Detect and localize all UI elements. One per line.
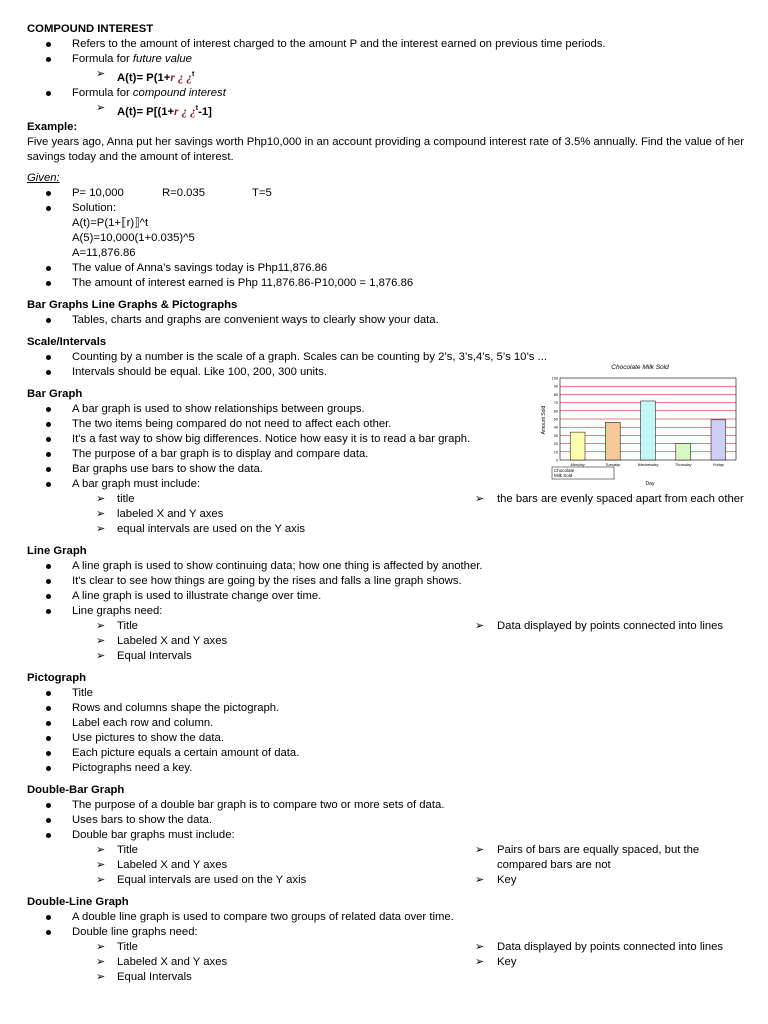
- graphs-heading: Bar Graphs Line Graphs & Pictographs: [27, 298, 238, 311]
- graphs-bullet: Tables, charts and graphs are convenient ways to clearly show your data.: [27, 313, 747, 328]
- graphs-list: [27, 313, 747, 328]
- dbar-req: ➢ Pairs of bars are equally spaced, but the compared bars are not: [471, 843, 747, 873]
- document: [27, 22, 747, 985]
- x-tick-label: Tuesday: [605, 462, 621, 467]
- future-value-em: future value: [132, 53, 192, 65]
- line-requirements-left: [27, 619, 471, 664]
- formula-glyphs: ¿ ¿: [181, 105, 196, 118]
- bar-bullet: The two items being compared do not need to affect each other.: [27, 417, 747, 432]
- solution-label: Solution:: [27, 201, 747, 216]
- dline-req: ➢ Key: [471, 955, 747, 970]
- y-tick-label: 10: [553, 450, 558, 455]
- dline-req: ➢ Title: [27, 940, 471, 955]
- double-bar-requirements: [27, 843, 747, 888]
- given-label: Given:: [27, 171, 60, 184]
- result-interest: The amount of interest earned is Php 11,876.86-P10,000 = 1,876.86: [27, 276, 747, 291]
- line-req: ➢ Data displayed by points connected into lines: [471, 619, 747, 634]
- given-r: R=0.035: [162, 186, 206, 199]
- label-text: Formula for: [72, 53, 133, 65]
- formula-glyphs: ¿ ¿: [177, 71, 193, 84]
- y-tick-label: 50: [553, 417, 558, 422]
- bar-bullet: A bar graph is used to show relationships between groups.: [27, 402, 747, 417]
- dline-bullet: A double line graph is used to compare two groups of related data over time.: [27, 910, 747, 925]
- bar-req: ➢ title: [27, 492, 471, 507]
- bar-monday: [570, 432, 585, 460]
- given-list: [27, 186, 747, 216]
- solution-step-2: A(5)=10,000(1+0.035)^5: [72, 231, 195, 244]
- line-req: ➢ Title: [27, 619, 471, 634]
- line-bullet: A line graph is used to show continuing data; how one thing is affected by another.: [27, 559, 747, 574]
- bar-req: ➢ labeled X and Y axes: [27, 507, 471, 522]
- dbar-bullet: Double bar graphs must include:: [27, 828, 747, 843]
- line-bullet: A line graph is used to illustrate change over time.: [27, 589, 747, 604]
- dbar-bullet: Uses bars to show the data.: [27, 813, 747, 828]
- dbar-requirements-left: [27, 843, 471, 888]
- bar-bullet: It's a fast way to show big differences. Notice how easy it is to read a bar graph.: [27, 432, 747, 447]
- result-savings: The value of Anna’s savings today is Php11,876.86: [27, 261, 747, 276]
- line-graph-requirements: [27, 619, 747, 664]
- double-line-requirements: [27, 940, 747, 985]
- x-tick-label: Wednesday: [637, 462, 659, 467]
- bar-bullet: Bar graphs use bars to show the data.: [27, 462, 747, 477]
- future-value-formula-list: [27, 67, 747, 86]
- example-text: Five years ago, Anna put her savings worth Php10,000 in an account providing a compound interest rate of 3.5% annually. Find the value of her savings today and the amount of interest.: [27, 135, 744, 163]
- dbar-req: ➢ Key: [471, 873, 747, 888]
- dline-req: ➢ Labeled X and Y axes: [27, 955, 471, 970]
- chart-title: Chocolate Milk Sold: [611, 364, 669, 371]
- compound-interest-label: [27, 86, 747, 101]
- line-graph-heading: Line Graph: [27, 544, 87, 557]
- chart-xlabel: Day: [645, 481, 655, 487]
- bar-bullet: The purpose of a bar graph is to display and compare data.: [27, 447, 747, 462]
- legend-label: Milk Sold: [554, 473, 573, 478]
- chart-legend: [552, 467, 614, 479]
- double-line-list: [27, 910, 747, 940]
- dline-requirements-right: [471, 940, 747, 985]
- picto-bullet: Each picture equals a certain amount of data.: [27, 746, 747, 761]
- bar-thursday: [676, 444, 691, 460]
- formula-r: r: [170, 71, 175, 84]
- formula-end: -1]: [198, 105, 212, 118]
- y-tick-label: 70: [553, 401, 558, 406]
- y-tick-label: 30: [553, 433, 558, 438]
- dline-bullet: Double line graphs need:: [27, 925, 747, 940]
- scale-bullet-1: Counting by a number is the scale of a graph. Scales can be counting by 2’s, 3’s,4’s, 5’s 10’s ...: [27, 350, 747, 365]
- chart-x-ticks: [570, 462, 724, 467]
- compound-interest-list: [27, 37, 747, 67]
- scale-heading: Scale/Intervals: [27, 335, 107, 348]
- line-requirements-right: [471, 619, 747, 664]
- y-tick-label: 40: [553, 425, 558, 430]
- double-bar-heading: Double-Bar Graph: [27, 783, 125, 796]
- bar-graph-requirements: [27, 492, 747, 537]
- x-tick-label: Monday: [570, 462, 585, 467]
- y-tick-label: 90: [553, 384, 558, 389]
- legend-label: Chocolate: [554, 468, 575, 473]
- bar-req: ➢ equal intervals are used on the Y axis: [27, 522, 471, 537]
- bar-wednesday: [641, 401, 656, 460]
- compound-definition: Refers to the amount of interest charged to the amount P and the interest earned on previous time periods.: [27, 37, 747, 52]
- compound-interest-formula: ➢ A(t)= P[(1+r ¿ ¿$^t$-1]: [27, 101, 747, 120]
- label-text: Formula for: [72, 86, 133, 99]
- bar-requirements-left: [27, 492, 471, 537]
- dbar-requirements-right: [471, 843, 747, 888]
- pictograph-heading: Pictograph: [27, 671, 86, 684]
- dline-req: ➢ Equal Intervals: [27, 970, 471, 985]
- chart-bars: [570, 401, 726, 460]
- dbar-req: ➢ Labeled X and Y axes: [27, 858, 471, 873]
- chocolate-milk-bar-chart: [530, 360, 740, 488]
- picto-bullet: Pictographs need a key.: [27, 761, 747, 776]
- compound-interest-formula-list: [27, 101, 747, 120]
- double-bar-list: [27, 798, 747, 843]
- chart-y-ticks: [552, 377, 558, 463]
- example-heading: Example:: [27, 120, 78, 133]
- y-tick-label: 80: [553, 392, 558, 397]
- x-tick-label: Thursday: [674, 462, 692, 467]
- dbar-req: ➢ Title: [27, 843, 471, 858]
- y-tick-label: 60: [553, 409, 558, 414]
- picto-bullet: Use pictures to show the data.: [27, 731, 747, 746]
- formula-text: A(t)= P(1+: [117, 71, 171, 84]
- compound-interest-em: compound interest: [132, 86, 226, 99]
- y-tick-label: 100: [551, 376, 558, 381]
- future-value-formula: ➢ A(t)= P(1+r ¿ ¿$^t$: [27, 67, 747, 86]
- picto-bullet: Label each row and column.: [27, 716, 747, 731]
- solution-step-1: A(t)=P(1+⟦r)⟧^t: [72, 216, 149, 229]
- bar-requirements-right: [471, 492, 747, 537]
- bar-friday: [711, 420, 726, 460]
- line-bullet: It's clear to see how things are going by the rises and falls a line graph shows.: [27, 574, 747, 589]
- line-req: ➢ Equal Intervals: [27, 649, 471, 664]
- formula-r: r: [174, 105, 179, 118]
- line-req: ➢ Labeled X and Y axes: [27, 634, 471, 649]
- formula-text: A(t)= P[(1+: [117, 105, 175, 118]
- dline-req: ➢ Data displayed by points connected into lines: [471, 940, 747, 955]
- scale-bullet-2: Intervals should be equal. Like 100, 200, 300 units.: [27, 365, 747, 380]
- line-graph-list: [27, 559, 747, 619]
- compound-interest-heading: COMPOUND INTEREST: [27, 23, 154, 35]
- bar-req: ➢ the bars are evenly spaced apart from each other: [471, 492, 747, 507]
- given-values: [27, 186, 747, 201]
- y-tick-label: 20: [553, 442, 558, 447]
- picto-bullet: Title: [27, 686, 747, 701]
- future-value-label: [27, 52, 747, 67]
- dline-requirements-left: [27, 940, 471, 985]
- solution-step-3: A=11,876.86: [72, 246, 136, 259]
- result-list: [27, 261, 747, 291]
- given-p: P= 10,000: [72, 186, 124, 199]
- compound-interest-label-list: [27, 86, 747, 101]
- line-bullet: Line graphs need:: [27, 604, 747, 619]
- chart-ylabel: Amount Sold: [541, 405, 547, 435]
- pictograph-list: [27, 686, 747, 776]
- bar-graph-heading: Bar Graph: [27, 387, 83, 400]
- bar-bullet: A bar graph must include:: [27, 477, 747, 492]
- picto-bullet: Rows and columns shape the pictograph.: [27, 701, 747, 716]
- bar-tuesday: [605, 422, 620, 460]
- x-tick-label: Friday: [712, 462, 724, 467]
- given-t: T=5: [252, 186, 272, 199]
- y-tick-label: 0: [555, 458, 558, 463]
- double-line-heading: Double-Line Graph: [27, 895, 129, 908]
- dbar-req: ➢ Equal intervals are used on the Y axis: [27, 873, 471, 888]
- dbar-bullet: The purpose of a double bar graph is to compare two or more sets of data.: [27, 798, 747, 813]
